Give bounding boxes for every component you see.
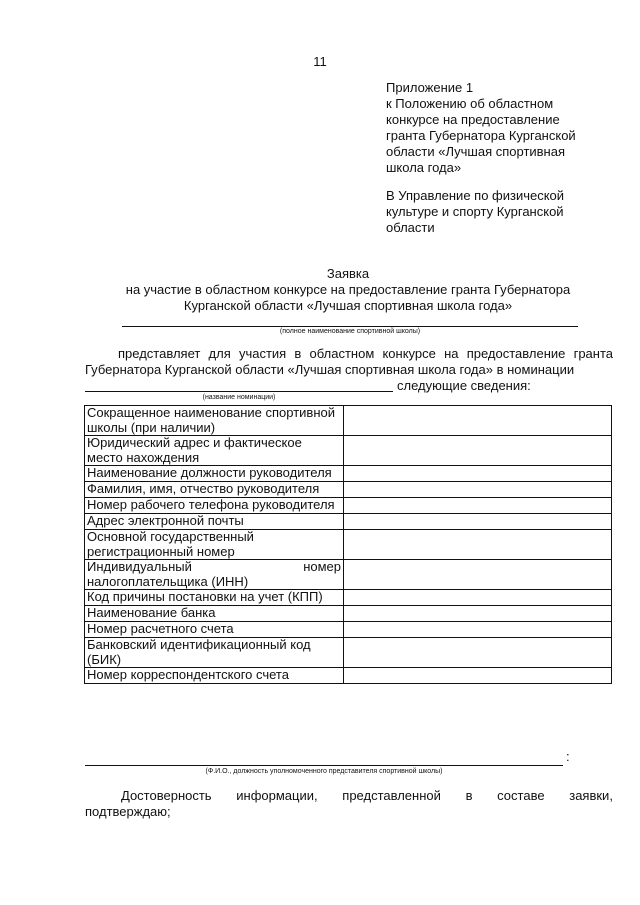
table-row (85, 622, 612, 638)
table-row (85, 482, 612, 498)
nomination-caption: (название номинации) (202, 394, 276, 401)
table-row (85, 406, 612, 436)
table-row (85, 638, 612, 668)
closing-paragraph (85, 788, 613, 820)
signatory-colon: : (566, 749, 570, 764)
row-label: Номер расчетного счета (85, 622, 344, 638)
row-value[interactable] (344, 436, 612, 466)
closing-word: информации, (236, 788, 318, 803)
row-label: Банковский идентификационный код (БИК) (85, 638, 344, 668)
row-value[interactable] (344, 514, 612, 530)
row-label: Наименование должности руководителя (85, 466, 344, 482)
table-row (85, 436, 612, 466)
row-value[interactable] (344, 466, 612, 482)
row-value[interactable] (344, 482, 612, 498)
school-info-table (84, 405, 612, 684)
row-label: Номер корреспондентского счета (85, 668, 344, 684)
table-row (85, 590, 612, 606)
closing-word: заявки, (569, 788, 613, 803)
row-label: Номер рабочего телефона руководителя (85, 498, 344, 514)
signatory-caption: (Ф.И.О., должность уполномоченного представителя спортивной школы) (205, 768, 443, 775)
recipient-block: В Управление по физической культуре и спорту Курганской области (386, 188, 565, 235)
closing-line-1 (85, 788, 613, 804)
closing-line-2: подтверждаю; (85, 804, 171, 819)
school-name-caption: (полное наименование спортивной школы) (279, 328, 421, 335)
school-name-line (122, 326, 578, 327)
page-number: 11 (313, 54, 327, 69)
nomination-line (85, 391, 393, 392)
row-label: Сокращенное наименование спортивной школы (при наличии) (85, 406, 344, 436)
row-label-word: Индивидуальный (87, 559, 192, 574)
row-label: Фамилия, имя, отчество руководителя (85, 482, 344, 498)
row-value[interactable] (344, 622, 612, 638)
row-value[interactable] (344, 406, 612, 436)
row-value[interactable] (344, 606, 612, 622)
table-row (85, 606, 612, 622)
row-label (85, 560, 344, 590)
row-value[interactable] (344, 560, 612, 590)
appendix-reference: Приложение 1 к Положению об областном конкурсе на предоставление гранта Губернатора Курганской области «Лучшая спортивная школа года» (386, 80, 576, 175)
intro-paragraph-suffix: следующие сведения: (397, 378, 531, 393)
document-title: Заявка (326, 266, 370, 281)
row-label: Код причины постановки на учет (КПП) (85, 590, 344, 606)
row-value[interactable] (344, 668, 612, 684)
closing-word: в (465, 788, 473, 803)
row-value[interactable] (344, 530, 612, 560)
table-row (85, 668, 612, 684)
signatory-line (85, 765, 563, 766)
row-value[interactable] (344, 498, 612, 514)
table-row (85, 466, 612, 482)
row-label: Основной государственный регистрационный номер (85, 530, 344, 560)
row-label: Юридический адрес и фактическое место нахождения (85, 436, 344, 466)
table-row (85, 498, 612, 514)
document-subtitle: на участие в областном конкурсе на предоставление гранта Губернатора Курганской области «Лучшая спортивная школа года» (125, 282, 571, 313)
row-value[interactable] (344, 638, 612, 668)
row-label: Наименование банка (85, 606, 344, 622)
closing-word: Достоверность (121, 788, 212, 803)
closing-word: представленной (342, 788, 441, 803)
closing-word: составе (497, 788, 545, 803)
row-value[interactable] (344, 590, 612, 606)
table-row (85, 530, 612, 560)
row-label-line: налогоплательщика (ИНН) (87, 573, 249, 589)
row-label-word: номер (303, 559, 341, 574)
intro-paragraph: представляет для участия в областном конкурсе на предоставление гранта Губернатора Курганской области «Лучшая спортивная школа года» в номинации (85, 346, 613, 377)
table-row (85, 514, 612, 530)
table-row (85, 560, 612, 590)
row-label: Адрес электронной почты (85, 514, 344, 530)
